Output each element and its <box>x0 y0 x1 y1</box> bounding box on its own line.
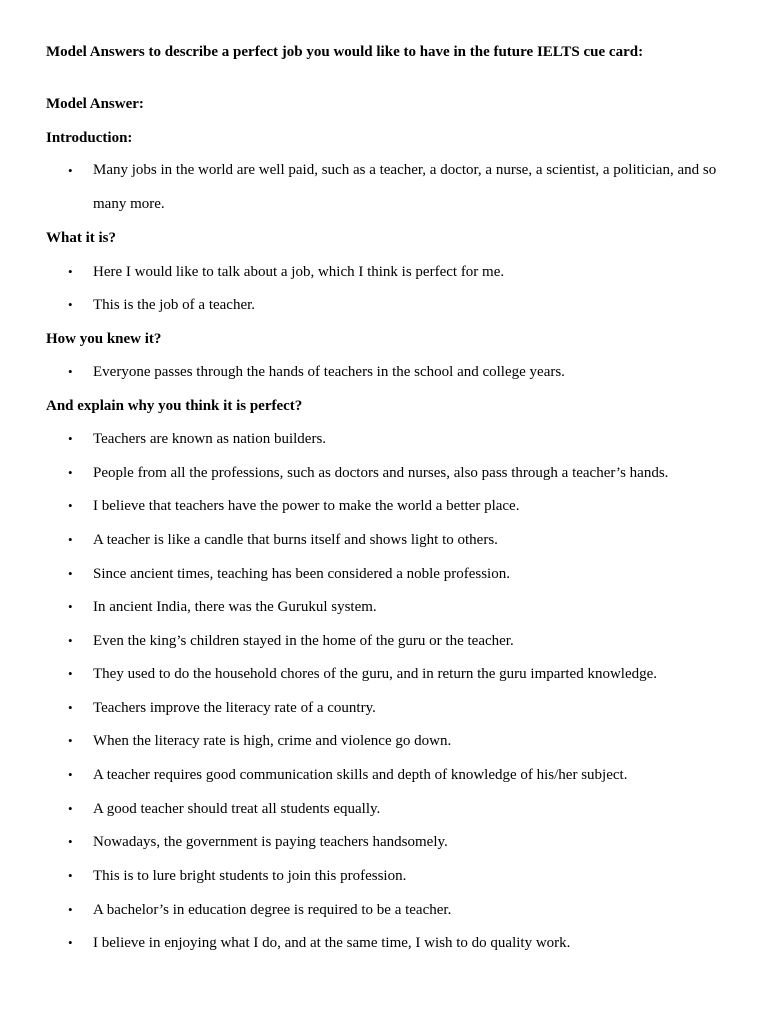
list-item-text: In ancient India, there was the Gurukul system. <box>93 599 377 615</box>
bullet-icon: • <box>68 163 73 178</box>
bullet-icon: • <box>68 935 73 950</box>
bullet-icon: • <box>68 733 73 748</box>
bullet-icon: • <box>68 700 73 715</box>
bullet-icon: • <box>68 801 73 816</box>
section-heading-why-perfect: And explain why you think it is perfect? <box>46 398 303 414</box>
bullet-icon: • <box>68 902 73 917</box>
bullet-icon: • <box>68 599 73 614</box>
list-item-text: A teacher requires good communication skills and depth of knowledge of his/her subject. <box>93 767 628 783</box>
bullet-icon: • <box>68 264 73 279</box>
document-title: Model Answers to describe a perfect job you would like to have in the future IELTS cue card: <box>46 44 644 60</box>
bullet-icon: • <box>68 633 73 648</box>
bullet-icon: • <box>68 666 73 681</box>
list-item-text: Since ancient times, teaching has been considered a noble profession. <box>93 566 510 582</box>
list-item-text: I believe in enjoying what I do, and at the same time, I wish to do quality work. <box>93 935 571 951</box>
list-item-text: A bachelor’s in education degree is required to be a teacher. <box>93 902 452 918</box>
list-item-text: This is to lure bright students to join this profession. <box>93 868 407 884</box>
bullet-icon: • <box>68 498 73 513</box>
list-item-text: People from all the professions, such as doctors and nurses, also pass through a teacher’s hands. <box>93 465 669 481</box>
section-heading-how-you-knew: How you knew it? <box>46 331 162 347</box>
list-item-text: When the literacy rate is high, crime and violence go down. <box>93 733 452 749</box>
list-item-text: A teacher is like a candle that burns itself and shows light to others. <box>93 532 498 548</box>
list-item-text: Teachers improve the literacy rate of a country. <box>93 700 376 716</box>
section-heading-what-it-is: What it is? <box>46 230 117 246</box>
bullet-icon: • <box>68 364 73 379</box>
list-item-text: They used to do the household chores of the guru, and in return the guru imparted knowledge. <box>93 666 658 682</box>
section-heading-introduction: Introduction: <box>46 130 133 146</box>
bullet-icon: • <box>68 834 73 849</box>
model-answer-label: Model Answer: <box>46 96 144 112</box>
bullet-icon: • <box>68 465 73 480</box>
bullet-icon: • <box>68 566 73 581</box>
list-item-text: Here I would like to talk about a job, which I think is perfect for me. <box>93 264 505 280</box>
list-item-text: I believe that teachers have the power to make the world a better place. <box>93 498 520 514</box>
bullet-icon: • <box>68 868 73 883</box>
list-item-text: Many jobs in the world are well paid, such as a teacher, a doctor, a nurse, a scientist, a politician, and so many more. <box>93 162 717 212</box>
list-item-text: This is the job of a teacher. <box>93 297 256 313</box>
bullet-icon: • <box>68 431 73 446</box>
bullet-icon: • <box>68 532 73 547</box>
bullet-icon: • <box>68 767 73 782</box>
bullet-icon: • <box>68 297 73 312</box>
list-item-text: A good teacher should treat all students equally. <box>93 801 381 817</box>
list-item-text: Everyone passes through the hands of teachers in the school and college years. <box>93 364 565 380</box>
list-item-text: Even the king’s children stayed in the home of the guru or the teacher. <box>93 633 514 649</box>
list-item-text: Teachers are known as nation builders. <box>93 431 327 447</box>
list-item-text: Nowadays, the government is paying teachers handsomely. <box>93 834 448 850</box>
